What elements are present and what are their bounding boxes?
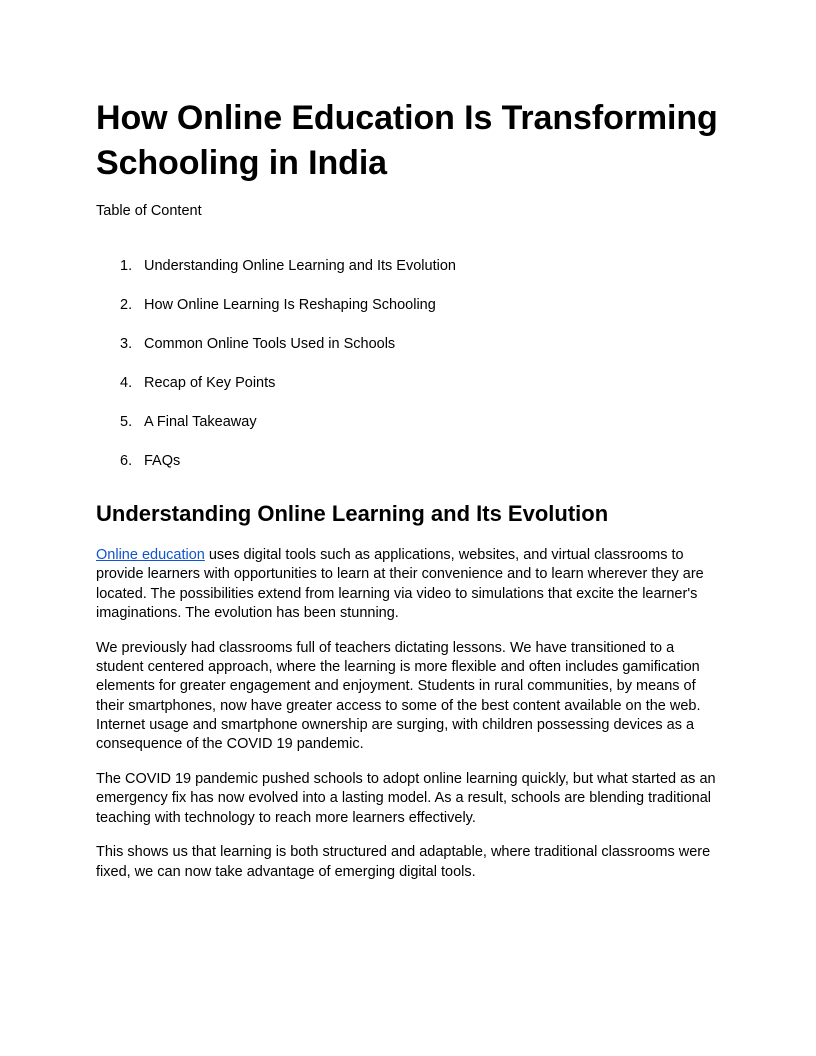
document-title: How Online Education Is Transforming Schooling in India [96, 99, 718, 182]
toc-item-number: 2. [120, 297, 133, 313]
toc-item [96, 414, 720, 431]
document-page [96, 96, 720, 882]
body-paragraph: The COVID 19 pandemic pushed schools to adopt online learning quickly, but what started as an emergency fix has now evolved into a lasting model. As a result, schools are blending traditional teaching with technology to reach more learners effectively. [96, 770, 716, 826]
toc-item [96, 297, 720, 314]
toc-item-number: 4. [120, 375, 133, 391]
section-heading: Understanding Online Learning and Its Evolution [96, 501, 609, 526]
toc-item-label: FAQs [144, 453, 181, 469]
toc-item-label: Understanding Online Learning and Its Evolution [144, 258, 456, 274]
toc-item [96, 336, 720, 353]
toc-label: Table of Content [96, 203, 202, 219]
toc-item-number: 6. [120, 453, 133, 469]
toc-item-label: A Final Takeaway [144, 414, 257, 430]
toc-item-number: 1. [120, 258, 133, 274]
online-education-link[interactable]: Online education [96, 547, 205, 563]
toc-item [96, 375, 720, 392]
paragraph-text: uses digital tools such as applications, websites, and virtual classrooms to provide learners with opportunities to learn at their convenience and to learn wherever they are located. The possibilities extend from learning via video to simulations that excite the learner's imaginations. The evolution has been stunning. [96, 547, 704, 621]
toc-item [96, 258, 720, 275]
toc-item [96, 453, 720, 470]
toc-item-label: How Online Learning Is Reshaping Schooling [144, 297, 436, 313]
toc-item-label: Common Online Tools Used in Schools [144, 336, 396, 352]
toc-item-number: 5. [120, 414, 133, 430]
body-paragraph: This shows us that learning is both structured and adaptable, where traditional classrooms were fixed, we can now take advantage of emerging digital tools. [96, 844, 711, 880]
toc-item-label: Recap of Key Points [144, 375, 276, 391]
toc-item-number: 3. [120, 336, 133, 352]
body-paragraph: We previously had classrooms full of teachers dictating lessons. We have transitioned to a student centered approach, where the learning is more flexible and often includes gamification elements for greater engagement and enjoyment. Students in rural communities, by means of their smartphones, now have greater access to some of the best content available on the web. Internet usage and smartphone ownership are surging, with children possessing devices as a consequence of the COVID 19 pandemic. [96, 639, 701, 753]
table-of-contents [96, 258, 720, 470]
body-paragraph [96, 546, 720, 623]
